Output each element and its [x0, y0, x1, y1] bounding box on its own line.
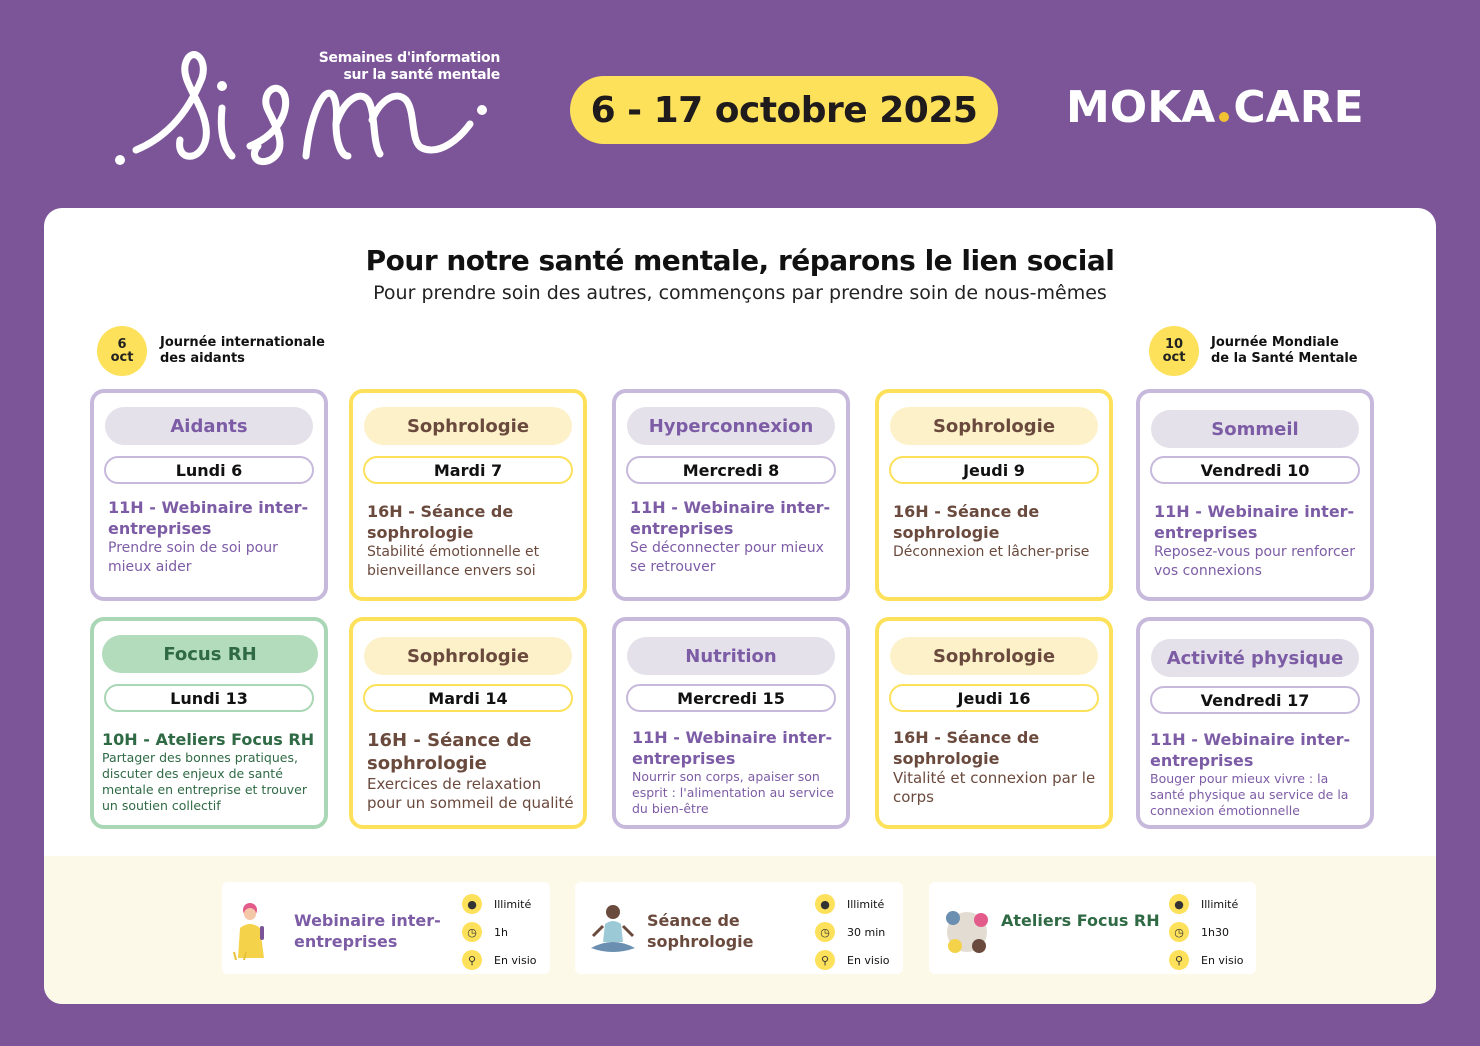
event-day: Jeudi 16	[889, 684, 1099, 712]
meta-location	[462, 946, 537, 974]
event-topic: Sophrologie	[890, 637, 1098, 675]
people-icon: ●	[462, 894, 482, 914]
event-day: Vendredi 17	[1150, 686, 1360, 714]
badge-left	[97, 326, 147, 376]
meta-location	[1169, 946, 1244, 974]
sism-tagline-line1: Semaines d'information	[318, 50, 500, 66]
event-topic: Aidants	[105, 407, 313, 445]
badge-right-day: 10	[1164, 337, 1184, 352]
badge-right-line2: de la Santé Mentale	[1211, 351, 1358, 366]
badge-left-line1: Journée internationale	[160, 335, 325, 350]
meta-capacity	[815, 890, 890, 918]
badge-right-line1: Journée Mondiale	[1211, 335, 1339, 350]
event-title-text: 16H - Séance de sophrologie	[367, 502, 514, 542]
legend-name: Séance de sophrologie	[647, 911, 754, 951]
badge-right-month: oct	[1162, 350, 1186, 365]
event-card[interactable]	[349, 389, 587, 601]
legend-meta	[1169, 890, 1244, 974]
event-day: Lundi 13	[104, 684, 314, 712]
event-day: Mercredi 8	[626, 456, 836, 484]
event-title	[893, 501, 1105, 562]
meta-duration	[462, 918, 537, 946]
event-title-text: 16H - Séance de sophrologie	[367, 730, 532, 774]
clock-icon: ◷	[815, 922, 835, 942]
meta-duration-text: 1h	[494, 925, 508, 939]
event-topic: Activité physique	[1151, 639, 1359, 677]
event-dates: 6 - 17 octobre 2025	[570, 76, 998, 144]
event-title	[630, 497, 842, 577]
event-title-text: 11H - Webinaire inter-entreprises	[632, 728, 833, 768]
clock-icon: ◷	[462, 922, 482, 942]
event-card[interactable]	[875, 617, 1113, 829]
event-day: Vendredi 10	[1150, 456, 1360, 484]
event-desc: Nourrir son corps, apaiser son esprit : l'alimentation au service du bien-être	[632, 769, 834, 816]
event-day: Mardi 7	[363, 456, 573, 484]
meta-duration	[815, 918, 890, 946]
event-day: Mercredi 15	[626, 684, 836, 712]
event-topic: Nutrition	[627, 637, 835, 675]
meta-duration	[1169, 918, 1244, 946]
meta-capacity-text: Illimité	[1201, 897, 1239, 911]
meta-capacity	[1169, 890, 1244, 918]
event-desc: Se déconnecter pour mieux se retrouver	[630, 540, 824, 575]
meta-capacity-text: Illimité	[847, 897, 885, 911]
legend-meta	[815, 890, 890, 974]
sism-logo	[110, 38, 500, 178]
badge-left-day: 6	[117, 337, 127, 352]
event-desc: Reposez-vous pour renforcer vos connexions	[1154, 544, 1356, 579]
event-title	[102, 729, 322, 814]
event-title-text: 11H - Webinaire inter-entreprises	[630, 498, 831, 538]
event-card[interactable]	[90, 389, 328, 601]
meta-location-text: En visio	[494, 953, 537, 967]
event-desc: Vitalité et connexion par le corps	[893, 769, 1096, 806]
event-desc: Stabilité émotionnelle et bienveillance envers soi	[367, 544, 540, 579]
meta-duration-text: 30 min	[847, 925, 886, 939]
legend-focus-rh	[929, 882, 1256, 974]
badge-right-label	[1211, 335, 1358, 367]
people-icon: ●	[815, 894, 835, 914]
page-subtitle: Pour prendre soin des autres, commençons par prendre soin de nous-mêmes	[373, 282, 1107, 304]
workshop-illustration-icon	[937, 898, 997, 962]
brand-left: MOKA	[1066, 82, 1216, 133]
event-topic: Focus RH	[102, 635, 318, 673]
legend-name: Ateliers Focus RH	[1001, 911, 1160, 930]
meta-capacity	[462, 890, 537, 918]
location-pin-icon: ⚲	[1169, 950, 1189, 970]
event-card[interactable]	[90, 617, 328, 829]
event-card[interactable]	[1136, 389, 1374, 601]
event-desc: Partager des bonnes pratiques, discuter des enjeux de santé mentale en entreprise et trouver un soutien collectif	[102, 750, 307, 813]
event-title-text: 16H - Séance de sophrologie	[893, 502, 1040, 542]
event-title	[1150, 729, 1362, 819]
people-icon: ●	[1169, 894, 1189, 914]
sism-tagline	[310, 50, 500, 84]
event-topic: Sophrologie	[364, 637, 572, 675]
event-title-text: 11H - Webinaire inter-entreprises	[1150, 730, 1351, 770]
speaker-illustration-icon	[230, 898, 290, 962]
event-title-text: 11H - Webinaire inter-entreprises	[1154, 502, 1355, 542]
badge-left-label	[160, 335, 325, 367]
event-card[interactable]	[612, 389, 850, 601]
event-desc: Exercices de relaxation pour un sommeil de qualité	[367, 775, 574, 812]
meta-duration-text: 1h30	[1201, 925, 1229, 939]
legend-webinaire	[222, 882, 550, 974]
event-card[interactable]	[612, 617, 850, 829]
clock-icon: ◷	[1169, 922, 1189, 942]
page-title: Pour notre santé mentale, réparons le lien social	[365, 244, 1115, 277]
meta-location-text: En visio	[847, 953, 890, 967]
meditation-illustration-icon	[583, 898, 643, 962]
legend-sophrologie	[575, 882, 903, 974]
event-desc: Déconnexion et lâcher-prise	[893, 544, 1090, 560]
event-title	[367, 729, 579, 813]
event-title-text: 11H - Webinaire inter-entreprises	[108, 498, 309, 538]
event-title	[893, 727, 1105, 807]
event-card[interactable]	[1136, 617, 1374, 829]
event-topic: Sommeil	[1151, 410, 1359, 448]
location-pin-icon: ⚲	[815, 950, 835, 970]
event-title	[367, 501, 579, 581]
event-topic: Sophrologie	[364, 407, 572, 445]
event-title-text: 16H - Séance de sophrologie	[893, 728, 1040, 768]
event-card[interactable]	[349, 617, 587, 829]
badge-left-month: oct	[110, 350, 134, 365]
event-day: Mardi 14	[363, 684, 573, 712]
program-card	[44, 208, 1436, 1004]
legend-meta	[462, 890, 537, 974]
brand-dot-icon	[1219, 112, 1229, 122]
event-title	[1154, 501, 1366, 581]
event-title	[632, 727, 844, 817]
event-topic: Hyperconnexion	[627, 407, 835, 445]
event-desc: Prendre soin de soi pour mieux aider	[108, 540, 278, 575]
meta-location	[815, 946, 890, 974]
event-day: Lundi 6	[104, 456, 314, 484]
sism-tagline-line2: sur la santé mentale	[343, 67, 500, 83]
badge-right	[1149, 326, 1199, 376]
event-title	[108, 497, 320, 577]
location-pin-icon: ⚲	[462, 950, 482, 970]
event-topic: Sophrologie	[890, 407, 1098, 445]
brand-right: CARE	[1233, 82, 1364, 133]
event-desc: Bouger pour mieux vivre : la santé physique au service de la connexion émotionnelle	[1150, 771, 1349, 818]
event-day: Jeudi 9	[889, 456, 1099, 484]
legend-name: Webinaire inter-entreprises	[294, 911, 441, 951]
meta-location-text: En visio	[1201, 953, 1244, 967]
event-title-text: 10H - Ateliers Focus RH	[102, 730, 315, 749]
event-card[interactable]	[875, 389, 1113, 601]
badge-left-line2: des aidants	[160, 351, 245, 366]
meta-capacity-text: Illimité	[494, 897, 532, 911]
moka-care-logo	[1066, 82, 1364, 133]
